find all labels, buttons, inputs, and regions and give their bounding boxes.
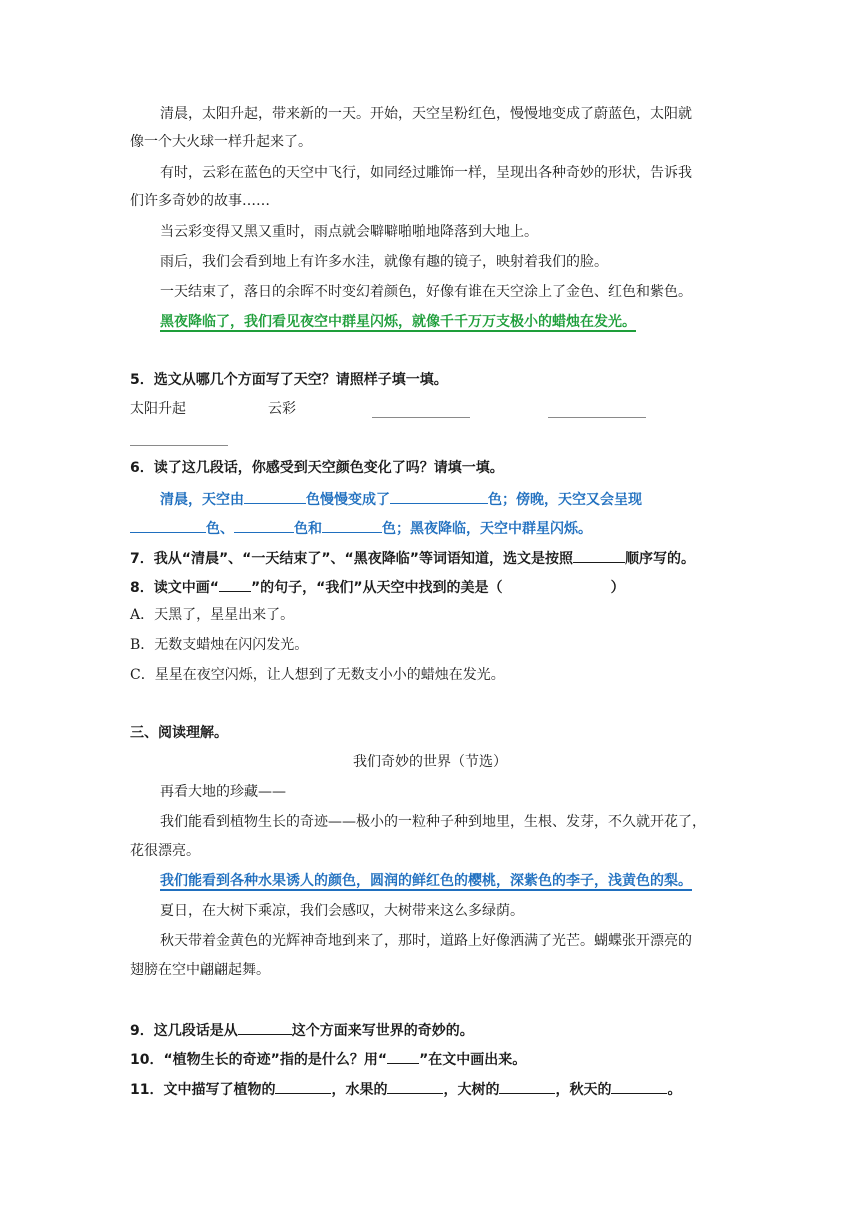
q6-line-1 bbox=[160, 488, 732, 510]
q8-option-a[interactable]: A．天黑了，星星出来了。 bbox=[130, 607, 295, 623]
passage1-p1-line1: 清晨，太阳升起，带来新的一天。开始，天空呈粉红色，慢慢地变成了蔚蓝色，太阳就 bbox=[160, 106, 692, 122]
q11-blank-2[interactable] bbox=[387, 1078, 443, 1094]
q6-text-a: 清晨，天空由 bbox=[160, 492, 244, 508]
q9-text-b: 这个方面来写世界的奇妙的。 bbox=[291, 1023, 474, 1039]
q5-question: 5．选文从哪几个方面写了天空？请照样子填一填。 bbox=[130, 372, 448, 388]
q8-text-b: ”的句子，“我们”从天空中找到的美是（ bbox=[250, 580, 503, 596]
q9-text-a: 9．这几段话是从 bbox=[130, 1023, 238, 1039]
highlighted-sentence-blue: 我们能看到各种水果诱人的颜色，圆润的鲜红色的樱桃，深紫色的李子，浅黄色的梨。 bbox=[160, 873, 692, 889]
q11-blank-3[interactable] bbox=[499, 1078, 555, 1094]
passage1-p2-line2: 们许多奇妙的故事…… bbox=[130, 193, 270, 209]
q8-underline-sample bbox=[219, 576, 251, 592]
passage1-p1-line2: 像一个大火球一样升起来了。 bbox=[130, 134, 312, 150]
q5-answer-blank-1[interactable] bbox=[372, 402, 470, 418]
q11-text-a: 11．文中描写了植物的 bbox=[130, 1082, 276, 1098]
q10-question bbox=[130, 1048, 730, 1070]
q11-text-b: ，水果的 bbox=[331, 1082, 388, 1098]
q5-example-1: 太阳升起 bbox=[130, 401, 186, 417]
q11-blank-4[interactable] bbox=[611, 1078, 667, 1094]
q8-option-c[interactable]: C．星星在夜空闪烁，让人想到了无数支小小的蜡烛在发光。 bbox=[130, 667, 505, 683]
q6-line-2 bbox=[130, 517, 730, 539]
q6-text-e: 色、 bbox=[206, 521, 234, 537]
section3-heading: 三、阅读理解。 bbox=[130, 725, 228, 741]
q6-text-d: 色；傍晚，天空又会呈现 bbox=[488, 492, 642, 508]
section3-p2-line2: 花很漂亮。 bbox=[130, 843, 200, 859]
section3-title: 我们奇妙的世界（节选） bbox=[353, 754, 507, 770]
passage1-p3: 当云彩变得又黑又重时，雨点就会噼噼啪啪地降落到大地上。 bbox=[160, 224, 538, 240]
section3-p5-line1: 秋天带着金黄色的光辉神奇地到来了，那时，道路上好像洒满了光芒。蝴蝶张开漂亮的 bbox=[160, 933, 692, 949]
q6-blank-3[interactable] bbox=[130, 517, 206, 533]
q8-question bbox=[130, 576, 730, 598]
q9-blank[interactable] bbox=[238, 1019, 292, 1035]
section3-p2-line1: 我们能看到植物生长的奇迹——极小的一粒种子种到地里，生根、发芽，不久就开花了， bbox=[160, 814, 706, 830]
q10-underline-sample bbox=[387, 1048, 419, 1064]
q6-text-g: 色；黑夜降临，天空中群星闪烁。 bbox=[382, 521, 592, 537]
q5-answer-blank-3[interactable] bbox=[130, 430, 228, 446]
q6-question: 6．读了这几段话，你感受到天空颜色变化了吗？请填一填。 bbox=[130, 460, 504, 476]
q6-text-c: 变成了 bbox=[348, 492, 390, 508]
q11-question bbox=[130, 1078, 730, 1100]
q5-example-2: 云彩 bbox=[268, 401, 296, 417]
q7-text-b: 顺序写的。 bbox=[624, 551, 695, 567]
section3-p5-line2: 翅膀在空中翩翩起舞。 bbox=[130, 962, 270, 978]
section3-p3 bbox=[160, 871, 732, 891]
q6-blank-1[interactable] bbox=[244, 488, 306, 504]
q11-text-d: ，秋天的 bbox=[555, 1082, 612, 1098]
q10-text-b: ”在文中画出来。 bbox=[419, 1052, 527, 1068]
passage1-p5: 一天结束了，落日的余晖不时变幻着颜色，好像有谁在天空涂上了金色、红色和紫色。 bbox=[160, 284, 692, 300]
q5-answer-blank-2[interactable] bbox=[548, 402, 646, 418]
q8-text-c: ） bbox=[610, 580, 625, 596]
q6-text-f: 色和 bbox=[294, 521, 322, 537]
q6-text-b: 色慢慢 bbox=[306, 492, 348, 508]
section3-p1: 再看大地的珍藏—— bbox=[160, 784, 286, 800]
passage1-p4: 雨后，我们会看到地上有许多水洼，就像有趣的镜子，映射着我们的脸。 bbox=[160, 254, 608, 270]
q8-text-a: 8．读文中画“ bbox=[130, 580, 219, 596]
q7-question bbox=[130, 547, 730, 569]
q6-blank-4[interactable] bbox=[234, 517, 294, 533]
q6-blank-5[interactable] bbox=[322, 517, 382, 533]
q8-option-b[interactable]: B．无数支蜡烛在闪闪发光。 bbox=[130, 637, 309, 653]
q11-blank-1[interactable] bbox=[275, 1078, 331, 1094]
q6-blank-2[interactable] bbox=[390, 488, 488, 504]
q11-text-c: ，大树的 bbox=[443, 1082, 500, 1098]
q10-text-a: 10．“植物生长的奇迹”指的是什么？用“ bbox=[130, 1052, 388, 1068]
highlighted-sentence: 黑夜降临了，我们看见夜空中群星闪烁，就像千千万万支极小的蜡烛在发光。 bbox=[160, 314, 636, 330]
q7-blank[interactable] bbox=[573, 547, 625, 563]
section3-p4: 夏日，在大树下乘凉，我们会感叹，大树带来这么多绿荫。 bbox=[160, 903, 524, 919]
q11-text-e: 。 bbox=[667, 1082, 682, 1098]
q7-text-a: 7．我从“清晨”、“一天结束了”、“黑夜降临”等词语知道，选文是按照 bbox=[130, 551, 573, 567]
passage1-p2-line1: 有时，云彩在蓝色的天空中飞行，如同经过雕饰一样，呈现出各种奇妙的形状，告诉我 bbox=[160, 165, 692, 181]
q9-question bbox=[130, 1019, 730, 1041]
passage1-p6 bbox=[160, 312, 732, 332]
